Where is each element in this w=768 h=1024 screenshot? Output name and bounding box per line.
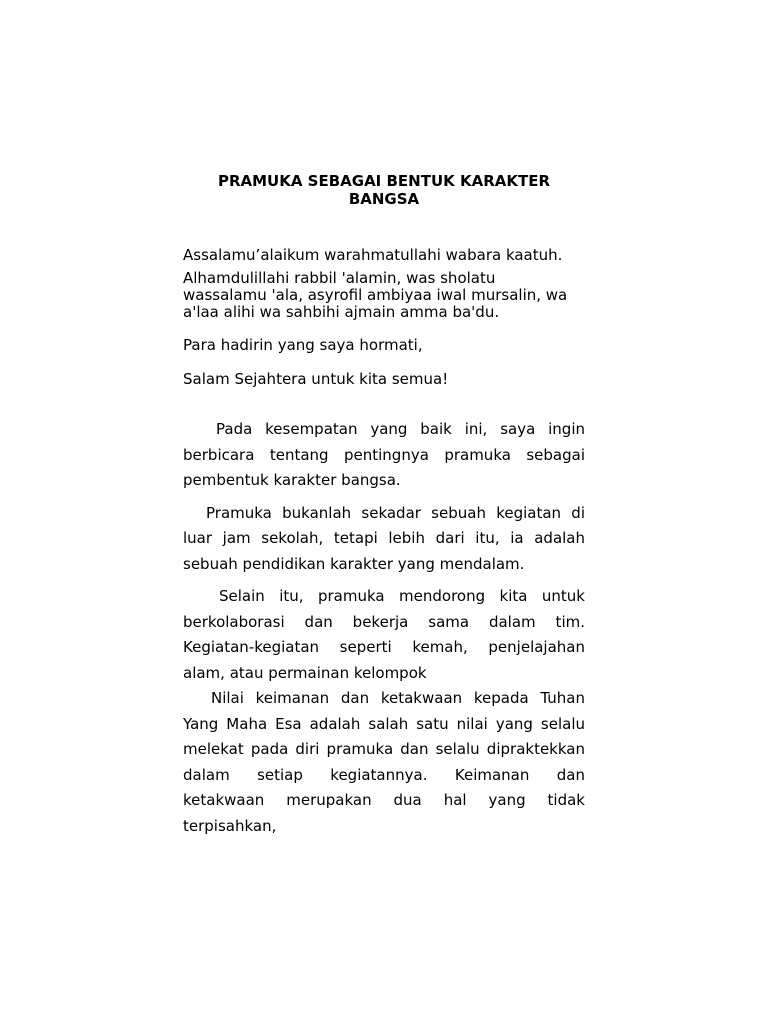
paragraph-line: terpisahkan, <box>183 816 277 835</box>
paragraph-line: berkolaborasi dan bekerja sama dalam tim. <box>183 612 585 631</box>
paragraph-2 <box>183 501 585 578</box>
paragraph-1 <box>183 417 585 494</box>
paragraph-line: ketakwaan merupakan dua hal yang tidak <box>183 791 585 809</box>
paragraph-line: pembentuk karakter bangsa. <box>183 471 401 489</box>
paragraph-line: Nilai keimanan dan ketakwaan kepada Tuhan <box>211 689 585 707</box>
title-line: PRAMUKA SEBAGAI BENTUK KARAKTER <box>217 172 551 190</box>
document-title <box>183 172 585 208</box>
document-body <box>183 172 585 839</box>
paragraph-line: sebuah pendidikan karakter yang mendalam. <box>183 554 525 573</box>
paragraph-4 <box>183 686 585 839</box>
paragraph-line: luar jam sekolah, tetapi lebih dari itu, ia adalah <box>183 529 585 547</box>
address-line: Para hadirin yang saya hormati, <box>183 336 423 354</box>
paragraph-line: alam, atau permainan kelompok <box>183 663 427 682</box>
paragraph-line: melekat pada diri pramuka dan selalu dipraktekkan <box>183 740 585 758</box>
title-line: BANGSA <box>348 190 420 208</box>
paragraph-line: Pramuka bukanlah sekadar sebuah kegiatan di <box>206 503 585 522</box>
paragraph-line: berbicara tentang pentingnya pramuka sebagai <box>183 445 585 464</box>
opening-line: Alhamdulillahi rabbil 'alamin, was sholatu <box>183 269 496 287</box>
opening-prayer <box>183 270 585 321</box>
paragraph-line: Yang Maha Esa adalah salah satu nilai yang selalu <box>183 714 585 733</box>
paragraph-line: dalam setiap kegiatannya. Keimanan dan <box>183 765 585 784</box>
paragraph-line: Selain itu, pramuka mendorong kita untuk <box>219 587 585 605</box>
paragraph-3 <box>183 584 585 686</box>
greeting: Assalamu’alaikum warahmatullahi wabara kaatuh. <box>183 246 563 264</box>
salutation-line: Salam Sejahtera untuk kita semua! <box>183 370 449 388</box>
opening-line: a'laa alihi wa sahbihi ajmain amma ba'du. <box>183 303 500 321</box>
opening-line: wassalamu 'ala, asyrofil ambiyaa iwal mursalin, wa <box>183 286 568 304</box>
paragraph-line: Pada kesempatan yang baik ini, saya ingin <box>216 420 585 438</box>
paragraph-line: Kegiatan-kegiatan seperti kemah, penjelajahan <box>183 638 585 656</box>
